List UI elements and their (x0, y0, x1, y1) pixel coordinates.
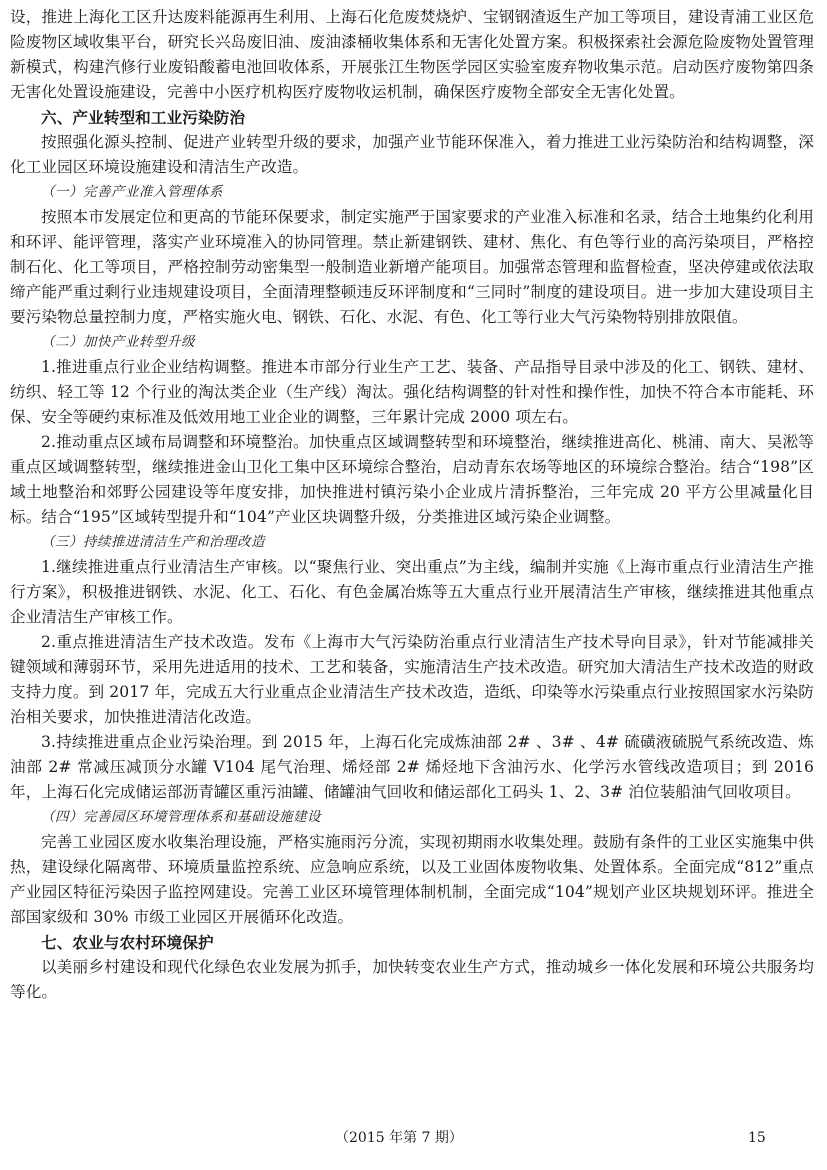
paragraph: 1.继续推进重点行业清洁生产审核。以“聚焦行业、突出重点”为主线，编制并实施《上海市重点行业清洁生产推行方案》，积极推进钢铁、水泥、化工、石化、有色金属冶炼等五大重点行业开展清洁生产审核，继续推进其他重点企业清洁生产审核工作。 (10, 558, 814, 626)
paragraph: 3.持续推进重点企业污染治理。到 2015 年，上海石化完成炼油部 2# 、3# 、4# 硫磺液硫脱气系统改造、炼油部 2# 常减压减顶分水罐 V104 尾气治理、烯烃部 2# 烯烃地下含油污水、化学污水管线改造项目；到 2016 年，上海石化完成储运部沥青罐区重污油罐、储罐油气回收和储运部化工码头 1、2、3# 泊位装船油气回收项目。 (10, 733, 814, 801)
page-footer (0, 1126, 827, 1150)
document-body (10, 5, 814, 1005)
page-number: 15 (748, 1130, 766, 1146)
subsection-heading: （三）持续推进清洁生产和治理改造 (41, 534, 265, 550)
paragraph: 完善工业园区废水收集治理设施，严格实施雨污分流，实现初期雨水收集处理。鼓励有条件的工业区实施集中供热，建设绿化隔离带、环境质量监控系统、应急响应系统，以及工业固体废物收集、处置体系。全面完成“812”重点产业园区特征污染因子监控网建设。完善工业区环境管理体制机制，全面完成“104”规划产业区块规划环评。推进全部国家级和 30% 市级工业园区开展循环化改造。 (10, 833, 814, 926)
paragraph: 以美丽乡村建设和现代化绿色农业发展为抓手，加快转变农业生产方式，推动城乡一体化发展和环境公共服务均等化。 (10, 958, 814, 1001)
subsection-heading: （二）加快产业转型升级 (41, 334, 195, 350)
section-heading: 六、产业转型和工业污染防治 (41, 108, 246, 127)
paragraph: 设，推进上海化工区升达废料能源再生利用、上海石化危废焚烧炉、宝钢钢渣返生产加工等项目，建设青浦工业区危险废物区域收集平台，研究长兴岛废旧油、废油漆桶收集体系和无害化处置方案。积极探索社会源危险废物处置管理新模式，构建汽修行业废铅酸蓄电池回收体系，开展张江生物医学园区实验室废弃物收集示范。启动医疗废物第四条无害化处置设施建设，完善中小医疗机构医疗废物收运机制，确保医疗废物全部安全无害化处置。 (10, 8, 814, 101)
issue-label: （2015 年第 7 期） (335, 1130, 463, 1146)
section-heading: 七、农业与农村环境保护 (41, 933, 214, 952)
paragraph: 1.推进重点行业企业结构调整。推进本市部分行业生产工艺、装备、产品指导目录中涉及的化工、钢铁、建材、纺织、轻工等 12 个行业的淘汰类企业（生产线）淘汰。强化结构调整的针对性和操作性，加快不符合本市能耗、环保、安全等硬约束标准及低效用地工业企业的调整，三年累计完成 2000 项左右。 (10, 358, 814, 426)
subsection-heading: （一）完善产业准入管理体系 (41, 184, 223, 200)
paragraph: 2.推动重点区域布局调整和环境整治。加快重点区域调整转型和环境整治，继续推进高化、桃浦、南大、吴淞等重点区域调整转型，继续推进金山卫化工集中区环境综合整治，启动青东农场等地区的环境综合整治。结合“198”区域土地整治和郊野公园建设等年度安排，加快推进村镇污染小企业成片清拆整治，三年完成 20 平方公里减量化目标。结合“195”区域转型提升和“104”产业区块调整升级，分类推进区域污染企业调整。 (10, 433, 814, 526)
subsection-heading: （四）完善园区环境管理体系和基础设施建设 (41, 809, 321, 825)
paragraph: 按照强化源头控制、促进产业转型升级的要求，加强产业节能环保准入，着力推进工业污染防治和结构调整，深化工业园区环境设施建设和清洁生产改造。 (10, 133, 814, 176)
paragraph: 按照本市发展定位和更高的节能环保要求，制定实施严于国家要求的产业准入标准和名录，结合土地集约化利用和环评、能评管理，落实产业环境准入的协同管理。禁止新建钢铁、建材、焦化、有色等行业的高污染项目，严格控制石化、化工等项目，严格控制劳动密集型一般制造业新增产能项目。加强常态管理和监督检查，坚决停建或依法取缔产能严重过剩行业违规建设项目，全面清理整顿违反环评制度和“三同时”制度的建设项目。进一步加大建设项目主要污染物总量控制力度，严格实施火电、钢铁、石化、水泥、有色、化工等行业大气污染物特别排放限值。 (10, 208, 814, 326)
paragraph: 2.重点推进清洁生产技术改造。发布《上海市大气污染防治重点行业清洁生产技术导向目录》，针对节能减排关键领域和薄弱环节，采用先进适用的技术、工艺和装备，实施清洁生产技术改造。研究加大清洁生产技术改造的财政支持力度。到 2017 年，完成五大行业重点企业清洁生产技术改造，造纸、印染等水污染重点行业按照国家水污染防治相关要求，加快推进清洁化改造。 (10, 633, 814, 726)
